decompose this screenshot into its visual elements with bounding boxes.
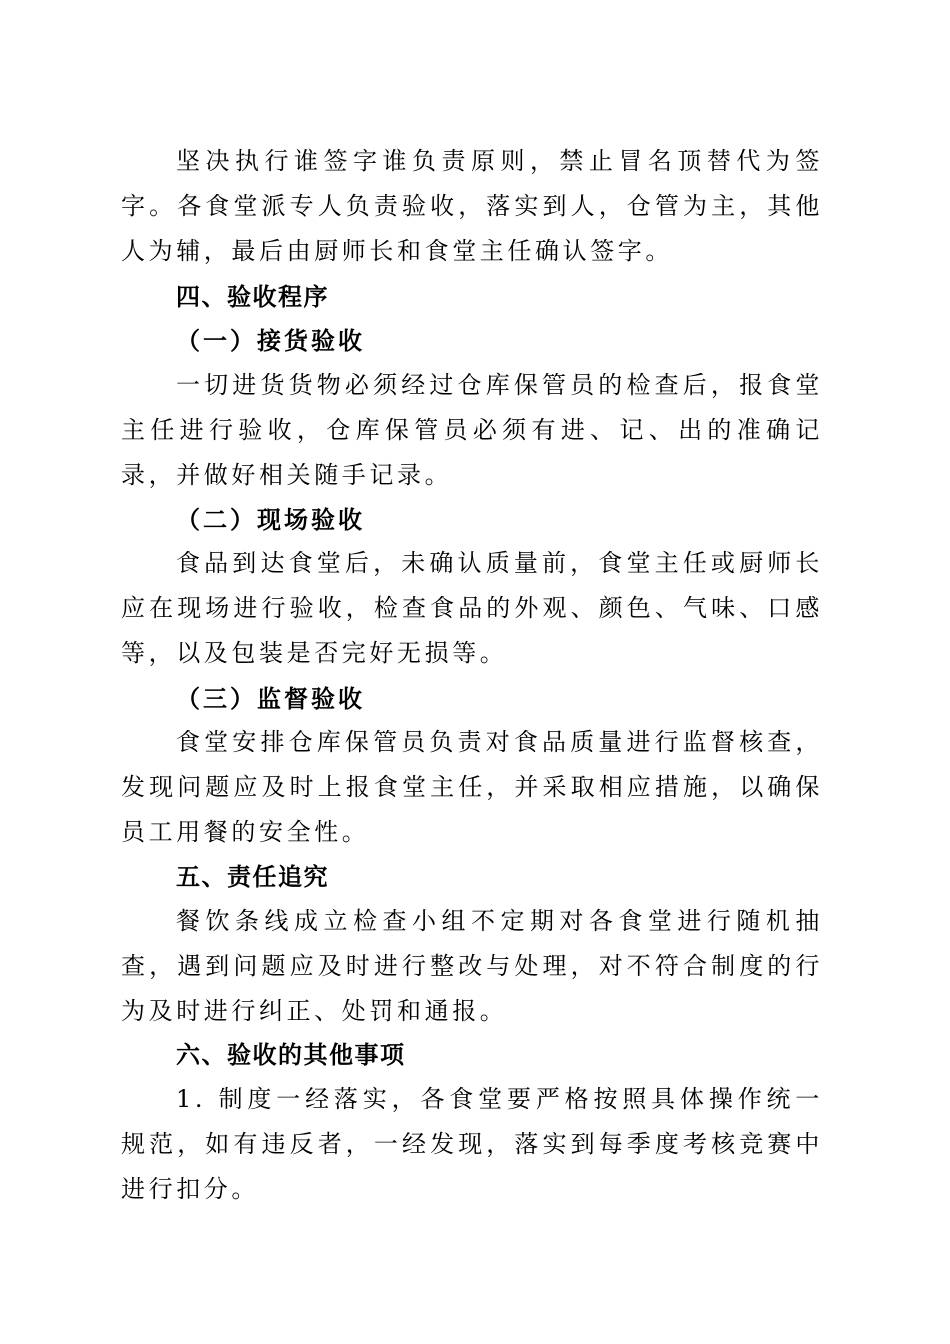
section-heading-accountability: 五、责任追究 (176, 863, 329, 891)
paragraph-other-matters-item-1: 1. 制度一经落实，各食堂要严格按照具体操作统一规范，如有违反者，一经发现，落实到每季度考核竞赛中进行扣分。 (121, 1085, 823, 1203)
section-heading-other-matters: 六、验收的其他事项 (176, 1041, 406, 1069)
paragraph-supervision-inspection: 食堂安排仓库保管员负责对食品质量进行监督核查，发现问题应及时上报食堂主任，并采取相应措施，以确保员工用餐的安全性。 (121, 728, 823, 846)
subheading-receiving-inspection: （一）接货验收 (176, 326, 365, 355)
subheading-onsite-inspection: （二）现场验收 (176, 505, 365, 534)
subheading-supervision-inspection: （三）监督验收 (176, 684, 365, 713)
paragraph-onsite-inspection: 食品到达食堂后，未确认质量前，食堂主任或厨师长应在现场进行验收，检查食品的外观、颜色、气味、口感等，以及包装是否完好无损等。 (121, 549, 823, 667)
paragraph-receiving-inspection: 一切进货货物必须经过仓库保管员的检查后，报食堂主任进行验收，仓库保管员必须有进、记、出的准确记录，并做好相关随手记录。 (121, 371, 823, 489)
paragraph-accountability: 餐饮条线成立检查小组不定期对各食堂进行随机抽查，遇到问题应及时进行整改与处理，对不符合制度的行为及时进行纠正、处罚和通报。 (121, 907, 823, 1025)
section-heading-inspection-procedure: 四、验收程序 (176, 283, 329, 311)
paragraph-signature-responsibility: 坚决执行谁签字谁负责原则，禁止冒名顶替代为签字。各食堂派专人负责验收，落实到人，仓管为主，其他人为辅，最后由厨师长和食堂主任确认签字。 (121, 147, 823, 265)
